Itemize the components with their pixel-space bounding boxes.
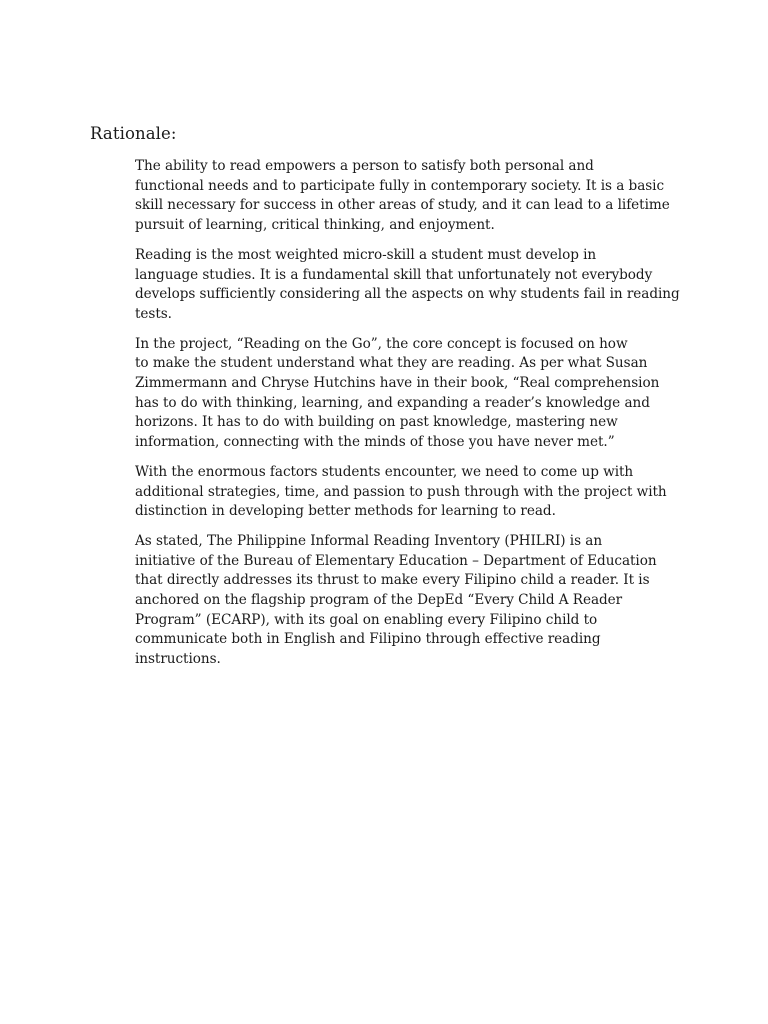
paragraph-line: communicate both in English and Filipino through effective reading bbox=[135, 631, 601, 648]
paragraph-line: Reading is the most weighted micro-skill a student must develop in bbox=[135, 246, 597, 263]
paragraph-line: develops sufficiently considering all the aspects on why students fail in reading bbox=[135, 286, 680, 303]
paragraph-5 bbox=[90, 532, 680, 670]
document-body bbox=[90, 124, 680, 680]
paragraph-line: has to do with thinking, learning, and expanding a reader’s knowledge and bbox=[135, 394, 650, 411]
paragraph-line: Program” (ECARP), with its goal on enabling every Filipino child to bbox=[135, 611, 598, 628]
paragraph-line: that directly addresses its thrust to make every Filipino child a reader. It is bbox=[135, 572, 650, 589]
paragraph-line: As stated, The Philippine Informal Reading Inventory (PHILRI) is an bbox=[135, 532, 603, 549]
paragraph-line: pursuit of learning, critical thinking, and enjoyment. bbox=[135, 217, 495, 234]
paragraph-line: distinction in developing better methods for learning to read. bbox=[135, 503, 556, 520]
paragraph-3 bbox=[90, 335, 680, 453]
paragraph-line: instructions. bbox=[135, 651, 221, 668]
paragraph-line: The ability to read empowers a person to satisfy both personal and bbox=[135, 158, 594, 174]
paragraph-line: horizons. It has to do with building on past knowledge, mastering new bbox=[135, 414, 618, 431]
paragraph-4 bbox=[90, 463, 680, 522]
paragraph-line: initiative of the Bureau of Elementary Education – Department of Education bbox=[135, 552, 657, 569]
paragraph-line: functional needs and to participate fully in contemporary society. It is a basic bbox=[135, 177, 665, 194]
paragraph-line: Zimmermann and Chryse Hutchins have in their book, “Real comprehension bbox=[135, 375, 660, 392]
section-heading: Rationale: bbox=[90, 124, 177, 143]
paragraph-1 bbox=[90, 157, 680, 236]
paragraph-line: language studies. It is a fundamental skill that unfortunately not everybody bbox=[135, 266, 653, 283]
paragraph-2 bbox=[90, 246, 680, 325]
paragraph-line: to make the student understand what they are reading. As per what Susan bbox=[135, 355, 648, 372]
paragraph-line: additional strategies, time, and passion to push through with the project with bbox=[135, 483, 667, 500]
paragraph-line: tests. bbox=[135, 305, 172, 322]
paragraph-line: With the enormous factors students encounter, we need to come up with bbox=[135, 463, 634, 480]
paragraph-line: anchored on the flagship program of the DepEd “Every Child A Reader bbox=[135, 592, 623, 609]
paragraph-line: information, connecting with the minds of those you have never met.” bbox=[135, 434, 615, 451]
paragraph-line: skill necessary for success in other areas of study, and it can lead to a lifetime bbox=[135, 197, 670, 214]
paragraph-line: In the project, “Reading on the Go”, the core concept is focused on how bbox=[135, 335, 628, 352]
